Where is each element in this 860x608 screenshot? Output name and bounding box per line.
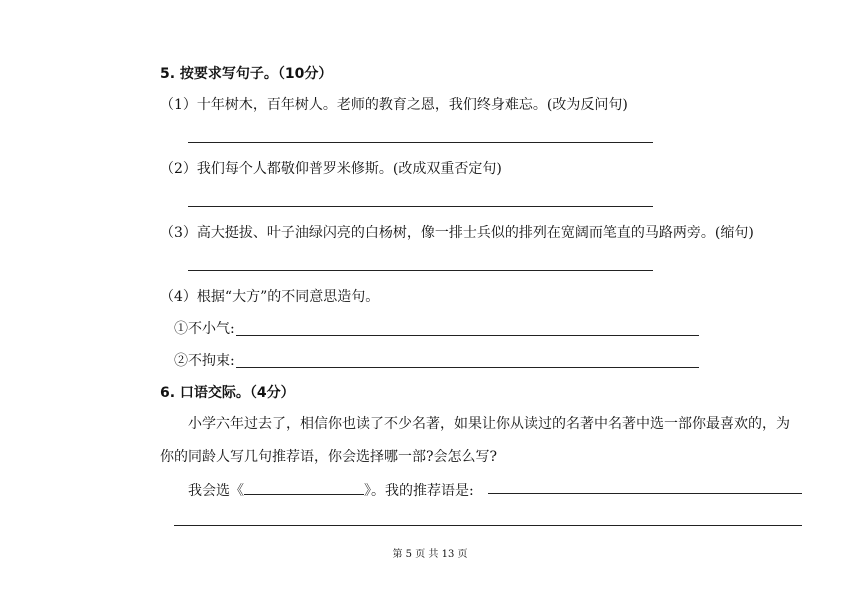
- q5-sub-2-label: ②不拘束:: [174, 353, 235, 369]
- q6-paragraph-line-2: 你的同龄人写几句推荐语，你会选择哪一部?会怎么写?: [160, 449, 498, 465]
- answer-line-2[interactable]: [188, 206, 653, 207]
- answer-line-1[interactable]: [188, 142, 653, 143]
- q5-title: 5. 按要求写句子。（10分）: [160, 66, 333, 82]
- q6-answer-row: [188, 480, 474, 501]
- recommendation-line-1[interactable]: [488, 493, 802, 494]
- q5-item-2: （2）我们每个人都敬仰普罗米修斯。(改成双重否定句): [160, 161, 502, 177]
- answer-line-sub-1[interactable]: [236, 335, 699, 336]
- q5-item-4: （4）根据“大方”的不同意思造句。: [160, 289, 380, 305]
- answer-prefix: 我会选《: [188, 483, 244, 499]
- page-number-footer: 第 5 页 共 13 页: [392, 549, 468, 560]
- q5-item-1: （1）十年树木，百年树人。老师的教育之恩，我们终身难忘。(改为反问句): [160, 97, 628, 113]
- answer-mid: 》。我的推荐语是:: [364, 483, 474, 499]
- q5-sub-1-label: ①不小气:: [174, 321, 235, 337]
- q6-paragraph-line-1: 小学六年过去了，相信你也读了不少名著，如果让你从读过的名著中名著中选一部你最喜欢的，为: [188, 416, 790, 432]
- answer-line-sub-2[interactable]: [236, 367, 699, 368]
- q5-item-3: （3）高大挺拔、叶子油绿闪亮的白杨树，像一排士兵似的排列在宽阔而笔直的马路两旁。(缩句): [160, 225, 754, 241]
- q6-title: 6. 口语交际。（4分）: [160, 385, 295, 401]
- answer-line-3[interactable]: [188, 270, 653, 271]
- recommendation-line-2[interactable]: [174, 525, 802, 526]
- book-title-blank[interactable]: [244, 480, 364, 495]
